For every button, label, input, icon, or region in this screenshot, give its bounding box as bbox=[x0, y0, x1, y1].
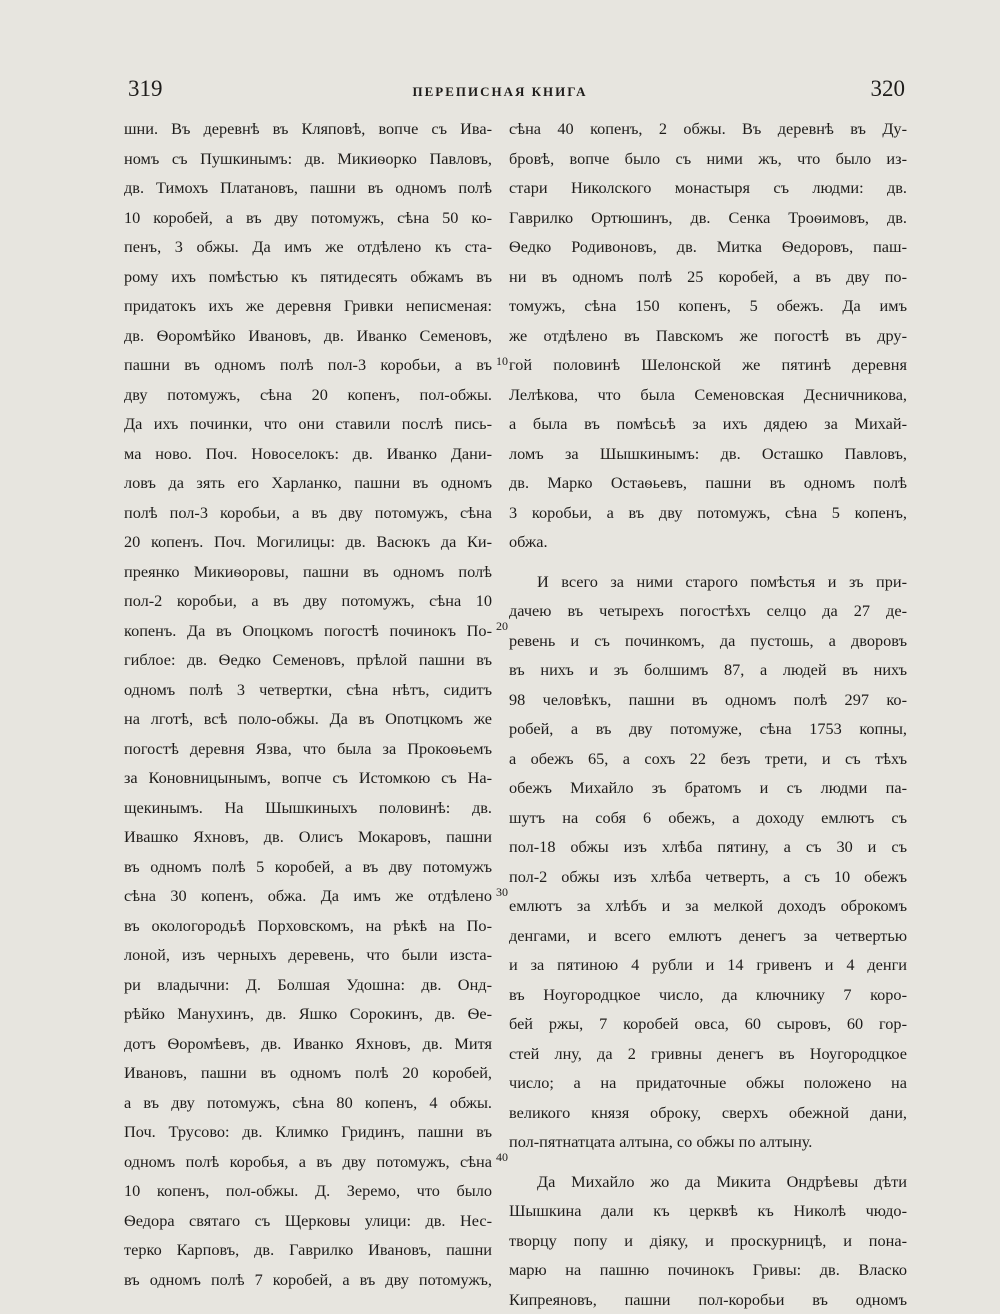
text-line: бей ржы, 7 коробей овса, 60 сыровъ, 60 гор- bbox=[509, 1009, 907, 1039]
text-line: пол-18 обжы изъ хлѣба пятину, а съ 30 и съ bbox=[509, 832, 907, 862]
text-line: ма ново. Поч. Новоселокъ: дв. Иванко Дани- bbox=[124, 439, 492, 469]
text-line: ревень и съ починкомъ, да пустошь, а дворовъ bbox=[509, 626, 907, 656]
text-line: на лготѣ, всѣ поло-обжы. Да въ Опотцкомъ же bbox=[124, 704, 492, 734]
text-line: гой половинѣ Шелонской же пятинѣ деревня bbox=[509, 350, 907, 380]
text-line: а была въ помѣсьѣ за ихъ дядею за Михай- bbox=[509, 409, 907, 439]
text-line: ловъ да зять его Харланко, пашни въ одномъ bbox=[124, 468, 492, 498]
text-line: дотъ Ѳоромѣевъ, дв. Иванко Яхновъ, дв. Митя bbox=[124, 1029, 492, 1059]
text-line: обежъ Михайло зъ братомъ и съ людми па- bbox=[509, 773, 907, 803]
text-line: бровѣ, вопче было съ ними жъ, что было из- bbox=[509, 144, 907, 174]
text-line: дву потомужъ, сѣна 20 копенъ, пол-обжы. bbox=[124, 380, 492, 410]
text-line: сѣна 40 копенъ, 2 обжы. Въ деревнѣ въ Ду- bbox=[509, 114, 907, 144]
text-line: одномъ полѣ 3 четвертки, сѣна нѣтъ, сидитъ bbox=[124, 675, 492, 705]
text-line: въ нихъ и зъ болшимъ 87, а людей въ нихъ bbox=[509, 655, 907, 685]
text-line: а въ дву потомужъ, сѣна 80 копенъ, 4 обжы. bbox=[124, 1088, 492, 1118]
text-line: денгами, и всего емлютъ денегъ за четвертью bbox=[509, 921, 907, 951]
line-marker-30: 30 bbox=[493, 885, 511, 900]
text-line: въ одномъ полѣ 7 коробей, а въ дву потомужъ, bbox=[124, 1265, 492, 1295]
text-line: погостѣ деревня Язва, что была за Прокоѳьемъ bbox=[124, 734, 492, 764]
text-line: робей, а въ дву потомуже, сѣна 1753 копны, bbox=[509, 714, 907, 744]
page-number-left: 319 bbox=[128, 76, 163, 110]
text-line: 20 копенъ. Поч. Могилицы: дв. Васюкъ да Ки- bbox=[124, 527, 492, 557]
text-line: же отдѣлено въ Павскомъ же погостѣ въ дру- bbox=[509, 321, 907, 351]
text-line: преянко Микиѳоровы, пашни въ одномъ полѣ bbox=[124, 557, 492, 587]
text-line: 10 коробей, а въ дву потомужъ, сѣна 50 ко- bbox=[124, 203, 492, 233]
text-line: Шышкина дали къ церквѣ къ Николѣ чюдо- bbox=[509, 1196, 907, 1226]
text-line: 3 коробьи, а въ дву потомужъ, сѣна 5 копенъ, bbox=[509, 498, 907, 528]
text-line: Ивановъ, пашни въ одномъ полѣ 20 коробей, bbox=[124, 1058, 492, 1088]
page-number-right: 320 bbox=[871, 76, 906, 110]
text-line: число; а на придаточные обжы положено на bbox=[509, 1068, 907, 1098]
text-line: пол-2 коробьи, а въ дву потомужъ, сѣна 10 bbox=[124, 586, 492, 616]
text-line: рому ихъ помѣстью къ пятидесять обжамъ въ bbox=[124, 262, 492, 292]
text-line: гиблое: дв. Ѳедко Семеновъ, прѣлой пашни въ bbox=[124, 645, 492, 675]
text-line: Ѳедора святаго съ Щерковы улици: дв. Нес- bbox=[124, 1206, 492, 1236]
text-line: Ѳедко Родивоновъ, дв. Митка Ѳедоровъ, паш- bbox=[509, 232, 907, 262]
text-line: рѣйко Манухинъ, дв. Яшко Сорокинъ, дв. Ѳе- bbox=[124, 999, 492, 1029]
text-line: за Коновницынымъ, вопче съ Истомкою съ На- bbox=[124, 763, 492, 793]
text-line: Поч. Трусово: дв. Климко Гридинъ, пашни въ bbox=[124, 1117, 492, 1147]
text-line: стей лну, да 2 гривны денегъ въ Ноугородцкое bbox=[509, 1039, 907, 1069]
line-marker-10: 10 bbox=[493, 354, 511, 369]
right-text-column bbox=[509, 114, 907, 1314]
text-line: въ окологородьѣ Порховскомъ, на рѣкѣ на По- bbox=[124, 911, 492, 941]
text-line: дачею въ четырехъ погостѣхъ селцо да 27 де- bbox=[509, 596, 907, 626]
text-line: и за пятиною 4 рубли и 14 гривенъ и 4 денги bbox=[509, 950, 907, 980]
text-line: И всего за ними старого помѣстья и зъ при- bbox=[509, 567, 907, 597]
left-text-column bbox=[124, 114, 492, 1294]
text-line: шни. Въ деревнѣ въ Кляповѣ, вопче съ Ива- bbox=[124, 114, 492, 144]
text-line: пенъ, 3 обжы. Да имъ же отдѣлено къ ста- bbox=[124, 232, 492, 262]
text-line: дв. Ѳоромѣйко Ивановъ, дв. Иванко Семеновъ, bbox=[124, 321, 492, 351]
text-line: придатокъ ихъ же деревня Гривки неписменая: bbox=[124, 291, 492, 321]
text-line: дв. Тимохъ Платановъ, пашни въ одномъ полѣ bbox=[124, 173, 492, 203]
text-line: сѣна 30 копенъ, обжа. Да имъ же отдѣлено bbox=[124, 881, 492, 911]
text-line: стари Николского монастыря съ людми: дв. bbox=[509, 173, 907, 203]
text-line: творцу попу и діяку, и проскурницѣ, и пона- bbox=[509, 1226, 907, 1256]
text-line: полѣ пол-3 коробьи, а въ дву потомужъ, сѣна bbox=[124, 498, 492, 528]
line-marker-40: 40 bbox=[493, 1150, 511, 1165]
text-line: ломъ за Шышкинымъ: дв. Осташко Павловъ, bbox=[509, 439, 907, 469]
text-line: пол-2 обжы изъ хлѣба четверть, а съ 10 обежъ bbox=[509, 862, 907, 892]
text-line: обжа. bbox=[509, 527, 907, 557]
text-line: номъ съ Пушкинымъ: дв. Микиѳорко Павловъ, bbox=[124, 144, 492, 174]
text-line: Да Михайло жо да Микита Ондрѣевы дѣти bbox=[509, 1167, 907, 1197]
text-line: пол-пятнатцата алтына, со обжы по алтыну. bbox=[509, 1127, 907, 1157]
text-line: лоной, изъ черныхъ деревень, что были изста- bbox=[124, 940, 492, 970]
line-marker-20: 20 bbox=[493, 619, 511, 634]
text-line: а обежъ 65, а сохъ 22 безъ трети, и съ тѣхъ bbox=[509, 744, 907, 774]
text-line: ни въ одномъ полѣ 25 коробей, а въ дву по- bbox=[509, 262, 907, 292]
text-line: Кипреяновъ, пашни пол-коробьи въ одномъ bbox=[509, 1285, 907, 1314]
text-line: копенъ. Да въ Опоцкомъ погостѣ починокъ По- bbox=[124, 616, 492, 646]
text-line: одномъ полѣ коробья, а въ дву потомужъ, сѣна bbox=[124, 1147, 492, 1177]
text-line: пашни въ одномъ полѣ пол-3 коробьи, а въ bbox=[124, 350, 492, 380]
text-line: въ Ноугородцкое число, да ключнику 7 коро- bbox=[509, 980, 907, 1010]
text-line: томужъ, сѣна 150 копенъ, 5 обежъ. Да имъ bbox=[509, 291, 907, 321]
text-line: 98 человѣкъ, пашни въ одномъ полѣ 297 ко- bbox=[509, 685, 907, 715]
text-line: щекинымъ. На Шышкиныхъ половинѣ: дв. bbox=[124, 793, 492, 823]
text-line: въ одномъ полѣ 5 коробей, а въ дву потомужъ bbox=[124, 852, 492, 882]
text-line: 10 копенъ, пол-обжы. Д. Зеремо, что было bbox=[124, 1176, 492, 1206]
text-line: Лелѣкова, что была Семеновская Десничникова, bbox=[509, 380, 907, 410]
text-line: дв. Марко Остаѳьевъ, пашни въ одномъ полѣ bbox=[509, 468, 907, 498]
text-line: ри владычни: Д. Болшая Удошна: дв. Онд- bbox=[124, 970, 492, 1000]
text-line: терко Карповъ, дв. Гаврилко Ивановъ, пашни bbox=[124, 1235, 492, 1265]
text-line: емлютъ за хлѣбъ и за мелкой доходъ оброкомъ bbox=[509, 891, 907, 921]
text-line: великого князя оброку, сверхъ обежной дани, bbox=[509, 1098, 907, 1128]
text-line: марю на пашню починокъ Гривы: дв. Власко bbox=[509, 1255, 907, 1285]
text-line: Гаврилко Ортюшинъ, дв. Сенка Троѳимовъ, дв. bbox=[509, 203, 907, 233]
text-line: Ивашко Яхновъ, дв. Олисъ Мокаровъ, пашни bbox=[124, 822, 492, 852]
text-line: Да ихъ починки, что они ставили послѣ пись- bbox=[124, 409, 492, 439]
running-title: ПЕРЕПИСНАЯ КНИГА bbox=[0, 84, 1000, 118]
text-line: шутъ на собя 6 обежъ, а доходу емлютъ съ bbox=[509, 803, 907, 833]
